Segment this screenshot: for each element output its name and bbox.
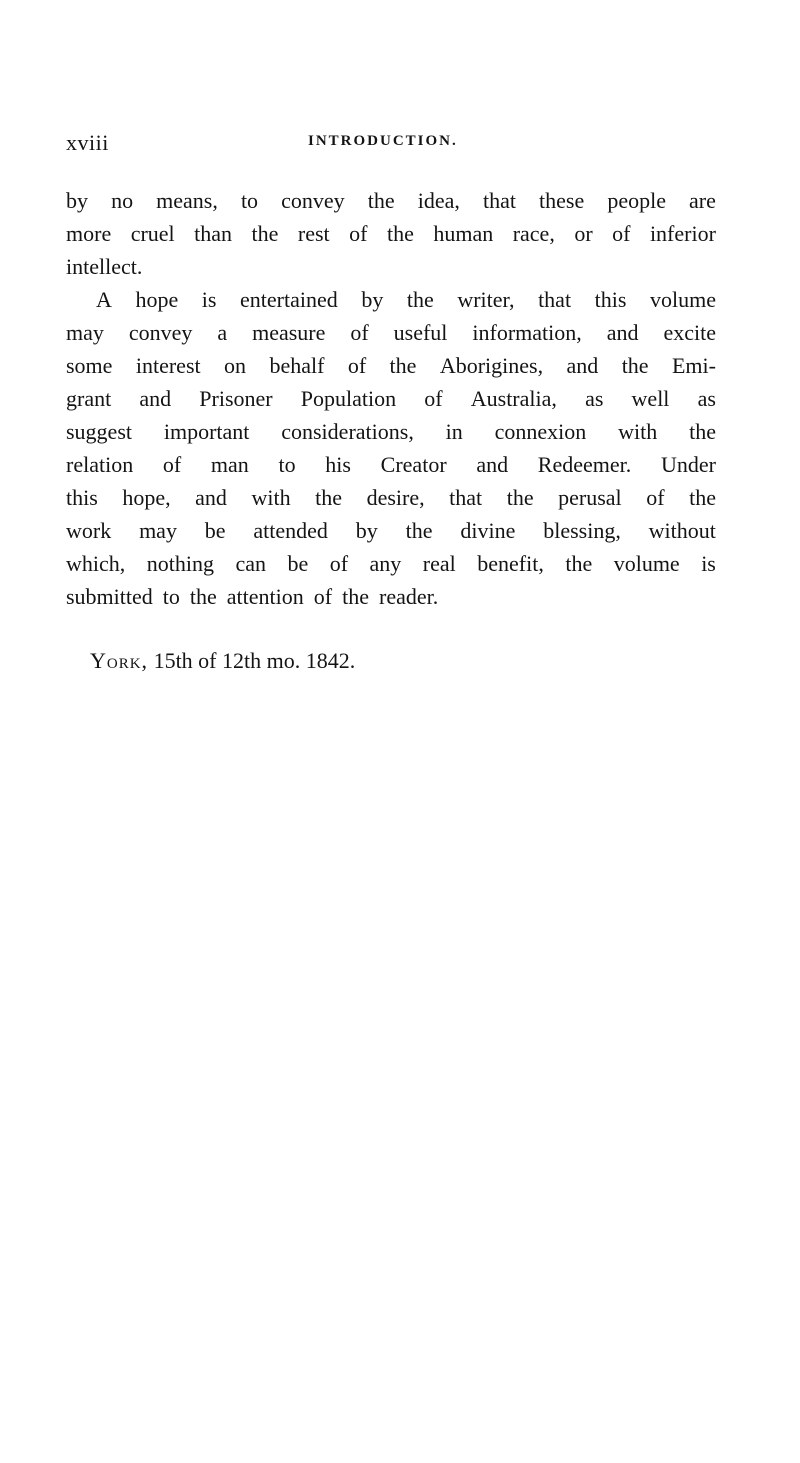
word: be (204, 518, 226, 543)
word: measure (252, 320, 326, 345)
word: without (648, 518, 716, 543)
word: Australia, (470, 386, 557, 411)
word: may (66, 320, 104, 345)
word: that (449, 485, 483, 510)
word: real (422, 551, 456, 576)
word: cruel (130, 221, 175, 246)
word: as (585, 386, 604, 411)
text-line (66, 382, 716, 415)
word: Under (660, 452, 716, 477)
word: these (539, 188, 585, 213)
word: and (606, 320, 639, 345)
word: with (251, 485, 291, 510)
word: and (195, 485, 227, 510)
word: may (139, 518, 177, 543)
word: idea, (417, 188, 460, 213)
word: the (689, 419, 716, 444)
word: of (350, 320, 369, 345)
word: be (287, 551, 309, 576)
word: that (538, 287, 572, 312)
word: as (697, 386, 716, 411)
signature-line (90, 644, 355, 677)
word: the (389, 353, 417, 378)
word: important (163, 419, 250, 444)
word: the (406, 287, 434, 312)
word: the (342, 584, 369, 609)
word: which, (66, 551, 126, 576)
word: more (66, 221, 112, 246)
signature-place: York, (90, 648, 149, 673)
text-line (66, 250, 716, 283)
word: attended (253, 518, 328, 543)
word: any (369, 551, 402, 576)
word: Population (300, 386, 397, 411)
word: behalf (269, 353, 325, 378)
word: and (566, 353, 599, 378)
word: with (618, 419, 658, 444)
word: on (224, 353, 247, 378)
page-number: xviii (66, 130, 109, 155)
word: human (433, 221, 494, 246)
word: some (66, 353, 113, 378)
word: the (189, 584, 217, 609)
signature-date: 15th of 12th mo. 1842. (153, 648, 356, 673)
word: submitted (66, 584, 153, 609)
word: work (66, 518, 112, 543)
word: nothing (146, 551, 214, 576)
word: inferior (649, 221, 716, 246)
word: than (194, 221, 233, 246)
word: connexion (494, 419, 587, 444)
word: the (315, 485, 343, 510)
text-line (66, 481, 716, 514)
word: to (278, 452, 296, 477)
text-line (66, 283, 716, 316)
text-line (66, 415, 716, 448)
text-line (66, 349, 716, 382)
word: relation (66, 452, 134, 477)
word: Redeemer. (537, 452, 632, 477)
word: the (689, 485, 716, 510)
word: the (367, 188, 395, 213)
word: Aborigines, (439, 353, 544, 378)
word: a (217, 320, 228, 345)
text-line (66, 547, 716, 580)
paragraph (66, 184, 716, 283)
word: of (349, 221, 368, 246)
word: by (361, 287, 384, 312)
word: grant (66, 386, 112, 411)
word: is (701, 551, 716, 576)
word: of (347, 353, 367, 378)
word: of (162, 452, 182, 477)
word: benefit, (477, 551, 544, 576)
word: convey (128, 320, 193, 345)
word: suggest (66, 419, 132, 444)
word: this (594, 287, 627, 312)
word: Emi- (671, 353, 716, 378)
word: to (240, 188, 259, 213)
word: by (355, 518, 378, 543)
word: of (612, 221, 631, 246)
word: writer, (457, 287, 515, 312)
word: desire, (366, 485, 425, 510)
text-line (66, 514, 716, 547)
word: intellect. (66, 254, 143, 279)
word: volume (649, 287, 716, 312)
word: this (66, 485, 98, 510)
word: perusal (558, 485, 622, 510)
text-line (66, 580, 716, 613)
page-header (66, 130, 726, 162)
text-line (66, 316, 716, 349)
body-text (66, 184, 716, 613)
word: attention (226, 584, 304, 609)
word: the (506, 485, 534, 510)
word: entertained (240, 287, 338, 312)
word: people (607, 188, 666, 213)
word: hope (135, 287, 179, 312)
word: race, (512, 221, 555, 246)
word: well (631, 386, 670, 411)
word: information, (472, 320, 582, 345)
word: of (313, 584, 333, 609)
word: the (251, 221, 279, 246)
word: his (325, 452, 351, 477)
word: of (646, 485, 665, 510)
word: hope, (122, 485, 171, 510)
word: or (574, 221, 593, 246)
word: and (139, 386, 172, 411)
word: the (621, 353, 649, 378)
word: by (66, 188, 88, 213)
word: excite (663, 320, 716, 345)
word: in (445, 419, 463, 444)
word: considerations, (281, 419, 414, 444)
word: blessing, (543, 518, 621, 543)
word: to (162, 584, 180, 609)
word: the (405, 518, 433, 543)
word: the (565, 551, 593, 576)
running-head: INTRODUCTION. (308, 133, 458, 149)
word: can (235, 551, 266, 576)
text-line (66, 184, 716, 217)
word: means, (156, 188, 218, 213)
word: is (201, 287, 217, 312)
word: no (111, 188, 134, 213)
word: of (424, 386, 443, 411)
word: volume (613, 551, 680, 576)
word: interest (135, 353, 201, 378)
paragraph (66, 283, 716, 613)
word: that (482, 188, 516, 213)
word: the (386, 221, 414, 246)
word: divine (460, 518, 516, 543)
word: reader. (379, 584, 439, 609)
word: of (329, 551, 349, 576)
word: and (476, 452, 509, 477)
word: man (210, 452, 249, 477)
word: A (96, 287, 112, 312)
word: rest (297, 221, 330, 246)
word: Creator (380, 452, 447, 477)
text-line (66, 448, 716, 481)
word: are (689, 188, 716, 213)
word: useful (393, 320, 448, 345)
word: Prisoner (199, 386, 273, 411)
text-line (66, 217, 716, 250)
word: convey (281, 188, 345, 213)
